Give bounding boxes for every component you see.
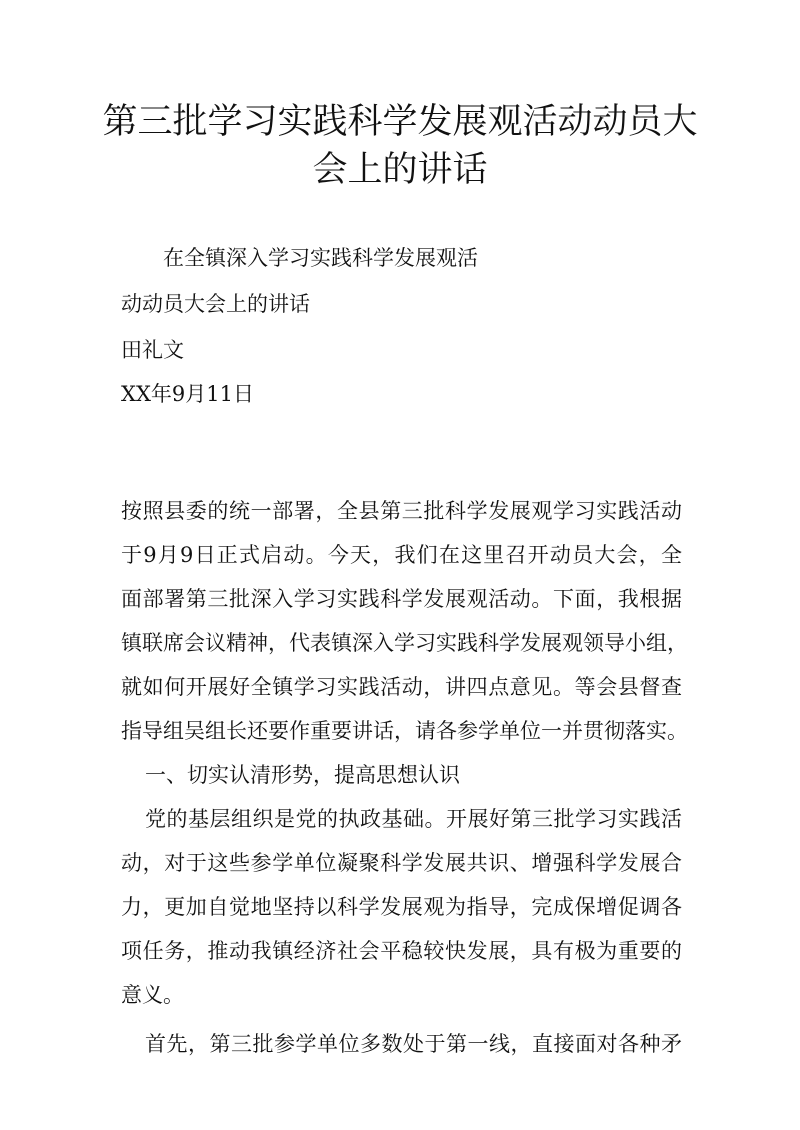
section-heading-1: 一、切实认清形势，提高思想认识: [145, 763, 460, 787]
paragraph-2-line: 动，对于这些参学单位凝聚科学发展共识、增强科学发展合: [121, 851, 682, 875]
paragraph-2-line: 党的基层组织是党的执政基础。开展好第三批学习实践活: [145, 807, 682, 831]
paragraph-1-line: 于9月9日正式启动。今天，我们在这里召开动员大会，全: [121, 543, 682, 567]
paragraph-2-line: 意义。: [121, 983, 184, 1007]
document-title-line-2: 会上的讲话: [312, 150, 488, 190]
paragraph-1-line: 指导组吴组长还要作重要讲话，请各参学单位一并贯彻落实。: [121, 719, 688, 743]
subtitle-line-1: 在全镇深入学习实践科学发展观活: [163, 246, 478, 270]
author-name: 田礼文: [121, 338, 184, 362]
document-title-line-1: 第三批学习实践科学发展观活动动员大: [102, 102, 698, 142]
paragraph-1-line: 就如何开展好全镇学习实践活动，讲四点意见。等会县督查: [121, 675, 682, 699]
paragraph-3-line: 首先，第三批参学单位多数处于第一线，直接面对各种矛: [145, 1032, 682, 1056]
paragraph-1-line: 面部署第三批深入学习实践科学发展观活动。下面，我根据: [121, 587, 682, 611]
paragraph-1-line: 镇联席会议精神，代表镇深入学习实践科学发展观领导小组，: [121, 631, 688, 655]
paragraph-2-line: 力，更加自觉地坚持以科学发展观为指导，完成保增促调各: [121, 895, 682, 919]
paragraph-1-line: 按照县委的统一部署，全县第三批科学发展观学习实践活动: [121, 499, 682, 523]
speech-date: XX年9月11日: [121, 382, 254, 406]
paragraph-2-line: 项任务，推动我镇经济社会平稳较快发展，具有极为重要的: [121, 939, 682, 963]
subtitle-line-2: 动动员大会上的讲话: [121, 292, 310, 316]
